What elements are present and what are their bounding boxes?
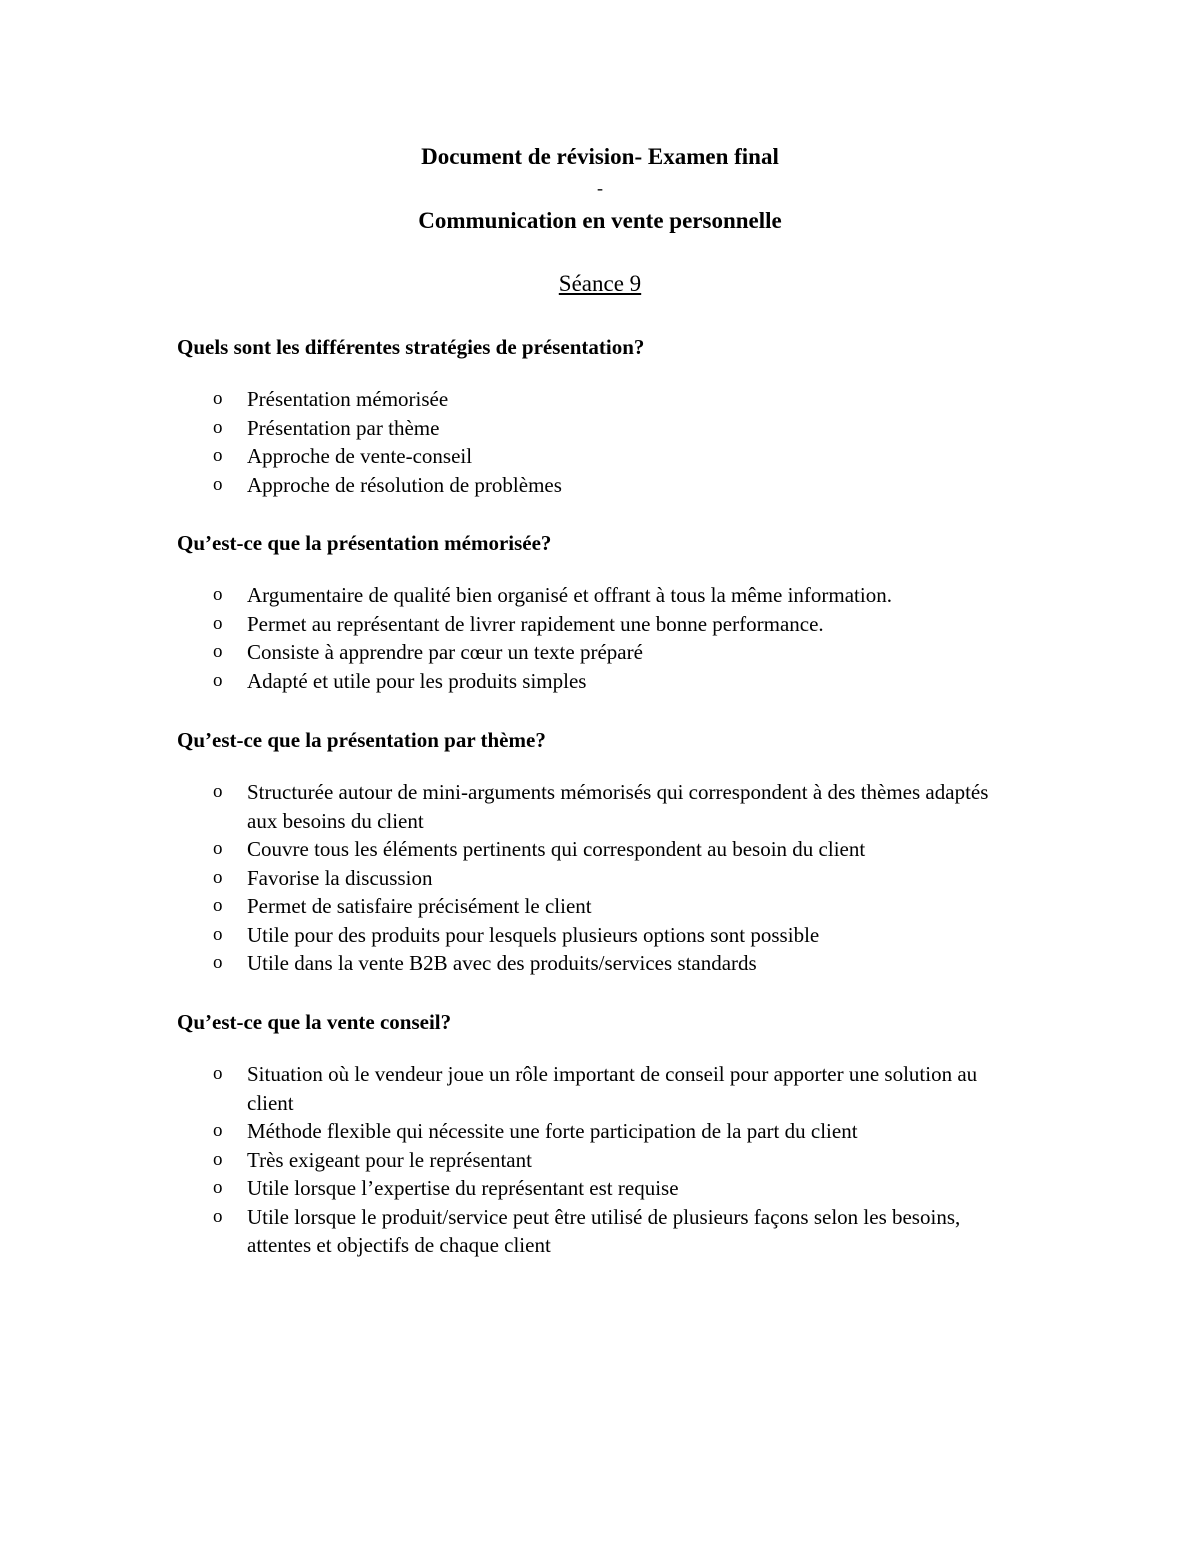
section-theme-presentation	[177, 726, 1057, 978]
section-question: Qu’est-ce que la présentation par thème?	[177, 728, 546, 752]
bullet-marker-icon: o	[213, 473, 223, 495]
list-item: o Utile pour des produits pour lesquels plusieurs options sont possible	[177, 921, 1017, 950]
bullet-marker-icon: o	[213, 952, 223, 973]
section-strategies	[177, 333, 1057, 499]
list-item: o Permet au représentant de livrer rapidement une bonne performance.	[177, 610, 1017, 639]
list-item: o Adapté et utile pour les produits simples	[177, 667, 1017, 696]
list-item: o Utile dans la vente B2B avec des produits/services standards	[177, 949, 1017, 978]
bullet-marker-icon: o	[213, 895, 223, 916]
bullet-marker-icon: o	[213, 838, 223, 859]
list-item: o Structurée autour de mini-arguments mémorisés qui correspondent à des thèmes adaptés aux besoins du client	[213, 780, 989, 833]
list-item: o Argumentaire de qualité bien organisé et offrant à tous la même information.	[177, 581, 1017, 610]
bullet-marker-icon: o	[213, 1177, 223, 1198]
section-memorized-presentation	[177, 529, 1057, 695]
bullet-marker-icon: o	[213, 388, 223, 409]
bullet-marker-icon: o	[213, 584, 223, 605]
list-item: o Très exigeant pour le représentant	[177, 1146, 1017, 1175]
list-item: o Présentation par thème	[177, 414, 1017, 443]
list-item: o Utile lorsque le produit/service peut être utilisé de plusieurs façons selon les besoins, attentes et objectifs de chaque client	[213, 1204, 961, 1257]
bullet-marker-icon: o	[213, 1120, 223, 1141]
list-item: o Présentation mémorisée	[177, 385, 1017, 414]
section-consultative-selling	[177, 1008, 1057, 1260]
document-subtitle: Communication en vente personnelle	[418, 208, 782, 233]
section-question: Quels sont les différentes stratégies de présentation?	[177, 335, 645, 359]
list-item: o Favorise la discussion	[177, 864, 1017, 893]
section-question: Qu’est-ce que la vente conseil?	[177, 1010, 452, 1034]
section-question: Qu’est-ce que la présentation mémorisée?	[177, 531, 552, 555]
bullet-list	[177, 1060, 1057, 1260]
bullet-list	[177, 385, 1057, 499]
list-item: o Approche de vente-conseil	[177, 442, 1017, 471]
list-item: o Consiste à apprendre par cœur un texte préparé	[177, 638, 1017, 667]
bullet-list	[177, 778, 1057, 978]
bullet-marker-icon: o	[213, 923, 223, 945]
document-title: Document de révision- Examen final	[421, 144, 779, 169]
bullet-list	[177, 581, 1057, 695]
session-heading: Séance 9	[558, 271, 642, 296]
bullet-marker-icon: o	[213, 641, 223, 662]
bullet-marker-icon: o	[213, 612, 223, 634]
bullet-marker-icon: o	[213, 781, 223, 802]
list-item: o Méthode flexible qui nécessite une forte participation de la part du client	[177, 1117, 1017, 1146]
bullet-marker-icon: o	[213, 1205, 223, 1227]
list-item: o Approche de résolution de problèmes	[177, 471, 1017, 500]
list-item: o Couvre tous les éléments pertinents qui correspondent au besoin du client	[177, 835, 1017, 864]
list-item: o Permet de satisfaire précisément le client	[177, 892, 1017, 921]
bullet-marker-icon: o	[213, 1148, 223, 1170]
list-item: o Situation où le vendeur joue un rôle important de conseil pour apporter une solution au client	[213, 1062, 978, 1115]
bullet-marker-icon: o	[213, 416, 223, 438]
bullet-marker-icon: o	[213, 669, 223, 691]
list-item: o Utile lorsque l’expertise du représentant est requise	[177, 1174, 1017, 1203]
bullet-marker-icon: o	[213, 1063, 223, 1084]
bullet-marker-icon: o	[213, 866, 223, 888]
title-separator: -	[597, 178, 603, 198]
bullet-marker-icon: o	[213, 445, 223, 466]
